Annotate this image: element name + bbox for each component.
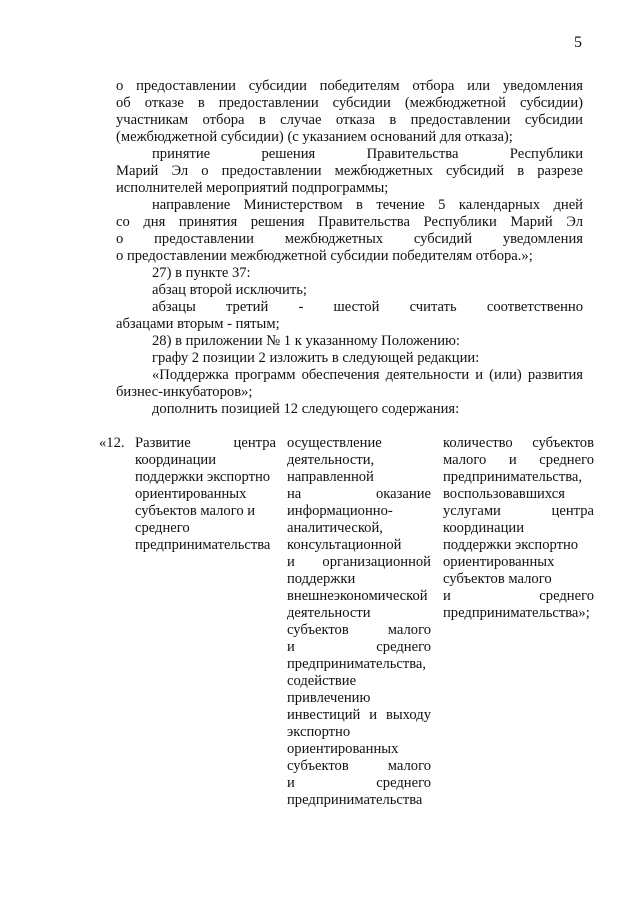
- cell-line: привлечению: [287, 690, 371, 706]
- paragraph-line: 27) в пункте 37:: [152, 265, 251, 281]
- cell-line: консультационной: [287, 537, 402, 553]
- paragraph-line: о предоставлении субсидии победителям отбора или уведомления: [116, 78, 583, 94]
- cell-line: Развитие центра: [135, 435, 276, 451]
- paragraph-line: дополнить позицией 12 следующего содержания:: [152, 401, 460, 417]
- cell-line: среднего: [135, 520, 190, 536]
- paragraph-line: абзацы третий - шестой считать соответственно: [152, 299, 583, 315]
- paragraph-line: со дня принятия решения Правительства Республики Марий Эл: [116, 214, 583, 230]
- cell-line: деятельности,: [287, 452, 375, 468]
- paragraph-line: о предоставлении межбюджетных субсидий уведомления: [116, 231, 583, 247]
- cell-line: на оказание: [287, 486, 431, 502]
- cell-line: и организационной: [287, 554, 431, 570]
- paragraph-line: абзац второй исключить;: [152, 282, 307, 298]
- cell-line: и среднего: [443, 588, 594, 604]
- paragraph-line: бизнес-инкубаторов»;: [116, 384, 253, 400]
- cell-line: предпринимательства: [287, 792, 423, 808]
- cell-line: поддержки экспортно: [443, 537, 579, 553]
- page-number: 5: [574, 34, 582, 51]
- paragraph-line: направление Министерством в течение 5 календарных дней: [152, 197, 583, 213]
- cell-line: содействие: [287, 673, 357, 689]
- paragraph-line: 28) в приложении № 1 к указанному Положению:: [152, 333, 460, 349]
- cell-line: малого и среднего: [443, 452, 594, 468]
- cell-line: субъектов малого и: [135, 503, 256, 519]
- paragraph-line: Марий Эл о предоставлении межбюджетных субсидий в разрезе: [116, 163, 583, 179]
- table-row-number: «12.: [99, 435, 125, 451]
- cell-line: предпринимательства: [135, 537, 271, 553]
- cell-line: предпринимательства»;: [443, 605, 590, 621]
- cell-line: предпринимательства,: [287, 656, 427, 672]
- table-cell-indicator: [443, 435, 594, 622]
- cell-line: экспортно: [287, 724, 351, 740]
- paragraph-line: участникам отбора в случае отказа в предоставлении субсидии: [116, 112, 583, 128]
- paragraph-line: «Поддержка программ обеспечения деятельности и (или) развития: [152, 367, 583, 383]
- table-cell-name: [135, 435, 276, 554]
- paragraph-line: графу 2 позиции 2 изложить в следующей редакции:: [152, 350, 480, 366]
- cell-line: деятельности: [287, 605, 371, 621]
- cell-line: аналитической,: [287, 520, 383, 536]
- cell-line: субъектов малого: [287, 758, 431, 774]
- paragraph-line: об отказе в предоставлении субсидии (межбюджетной субсидии): [116, 95, 583, 111]
- cell-line: поддержки экспортно: [135, 469, 271, 485]
- cell-line: осуществление: [287, 435, 382, 451]
- cell-line: субъектов малого: [443, 571, 552, 587]
- paragraph-line: принятие решения Правительства Республики: [152, 146, 583, 162]
- cell-line: предпринимательства,: [443, 469, 583, 485]
- cell-line: поддержки: [287, 571, 356, 587]
- paragraph-line: абзацами вторым - пятым;: [116, 316, 280, 332]
- table-cell-description: [287, 435, 431, 809]
- cell-line: и среднего: [287, 775, 431, 791]
- cell-line: ориентированных: [443, 554, 555, 570]
- cell-line: количество субъектов: [443, 435, 594, 451]
- paragraph-line: (межбюджетной субсидии) (с указанием оснований для отказа);: [116, 129, 513, 145]
- cell-line: внешнеэкономической: [287, 588, 428, 604]
- paragraph-line: о предоставлении межбюджетной субсидии победителям отбора.»;: [116, 248, 533, 264]
- cell-line: ориентированных: [135, 486, 247, 502]
- paragraph-line: исполнителей мероприятий подпрограммы;: [116, 180, 389, 196]
- cell-line: направленной: [287, 469, 374, 485]
- cell-line: услугами центра: [443, 503, 594, 519]
- cell-line: ориентированных: [287, 741, 399, 757]
- cell-line: субъектов малого: [287, 622, 431, 638]
- cell-line: и среднего: [287, 639, 431, 655]
- cell-line: координации: [135, 452, 216, 468]
- cell-line: информационно-: [287, 503, 393, 519]
- cell-line: инвестиций и выходу: [287, 707, 431, 723]
- cell-line: воспользовавшихся: [443, 486, 565, 502]
- cell-line: координации: [443, 520, 524, 536]
